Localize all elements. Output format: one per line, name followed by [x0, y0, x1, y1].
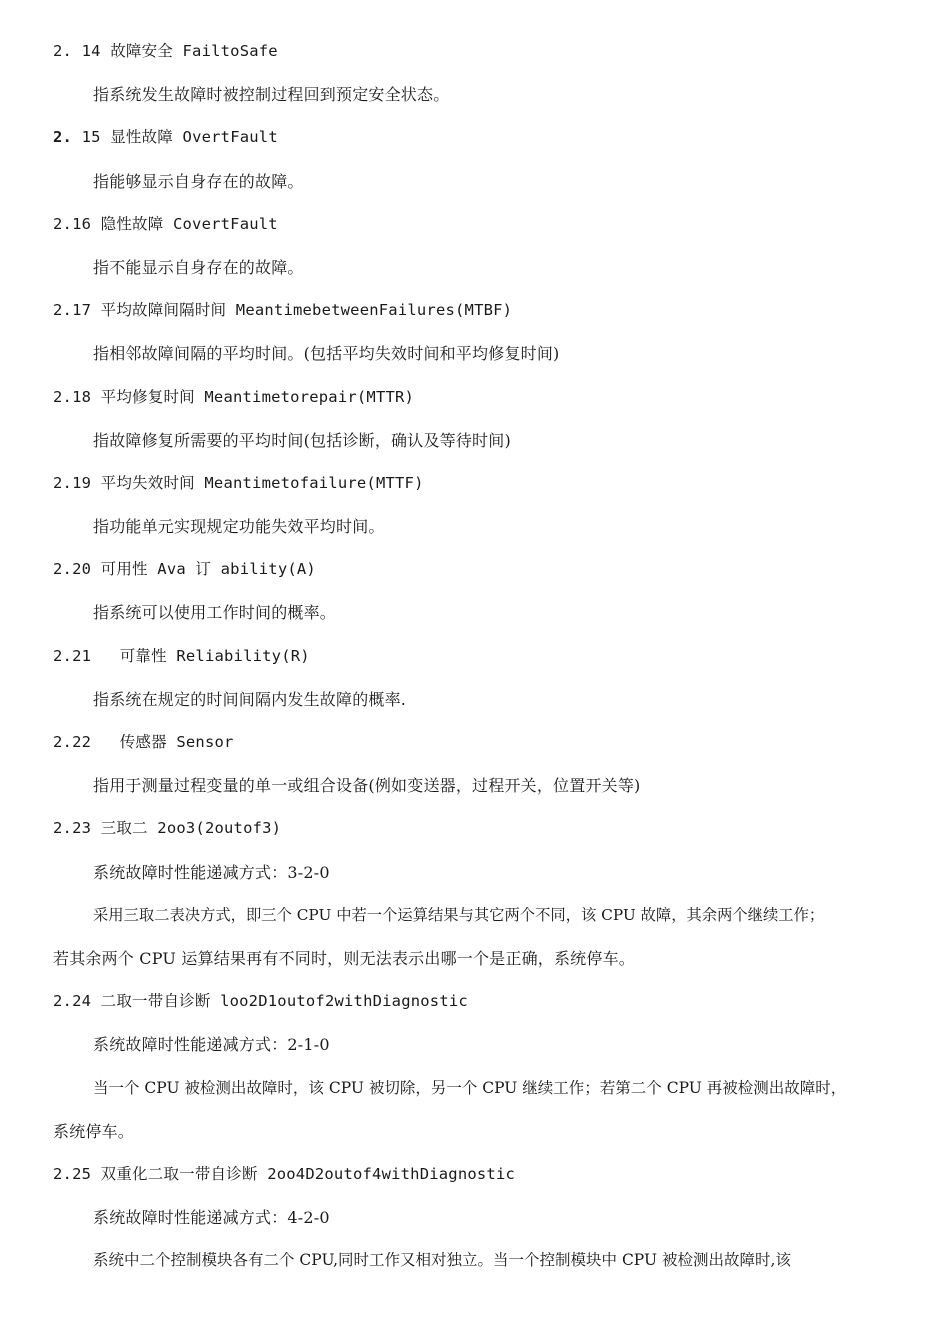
section-body-2-21: 指系统在规定的时间间隔内发生故障的概率.: [93, 689, 407, 709]
section-body-2-22: 指用于测量过程变量的单一或组合设备(例如变送器，过程开关，位置开关等): [93, 776, 641, 796]
section-body-2-20: 指系统可以使用工作时间的概率。: [93, 603, 337, 623]
section-body-2-25-mode: 系统故障时性能递减方式：4-2-0: [93, 1208, 330, 1228]
section-heading-2-18: 2.18 平均修复时间 Meantimetorepair(MTTR): [53, 387, 415, 406]
section-number-bold: 2.: [53, 128, 73, 147]
section-heading-2-14: 2. 14 故障安全 FailtoSafe: [53, 42, 278, 60]
section-body-2-14: 指系统发生故障时被控制过程回到预定安全状态。: [93, 85, 450, 105]
section-body-2-24-desc-cont: 系统停车。: [53, 1121, 135, 1141]
section-heading-text: 15 显性故障 OvertFault: [72, 128, 278, 147]
section-body-2-23-desc: 采用三取二表决方式，即三个 CPU 中若一个运算结果与其它两个不同，该 CPU 故障，其余两个继续工作；: [93, 905, 825, 924]
section-heading-2-15: [53, 116, 920, 159]
section-body-2-23-mode: 系统故障时性能递减方式：3-2-0: [93, 862, 330, 882]
section-body-2-15: 指能够显示自身存在的故障。: [93, 171, 304, 191]
section-body-2-24-desc: 当一个 CPU 被检测出故障时，该 CPU 被切除，另一个 CPU 继续工作；若第二个 CPU 再被检测出故障时，: [93, 1078, 847, 1097]
section-body-2-23-desc-cont: 若其余两个 CPU 运算结果再有不同时，则无法表示出哪一个是正确，系统停车。: [53, 948, 635, 968]
section-heading-2-16: 2.16 隐性故障 CovertFault: [53, 214, 278, 233]
section-heading-2-24: 2.24 二取一带自诊断 loo2D1outof2withDiagnostic: [53, 992, 468, 1011]
section-heading-2-17: 2.17 平均故障间隔时间 MeantimebetweenFailures(MTBF): [53, 301, 513, 320]
section-heading-2-23: 2.23 三取二 2oo3(2outof3): [53, 819, 282, 838]
section-body-2-25-desc: 系统中二个控制模块各有二个 CPU,同时工作又相对独立。当一个控制模块中 CPU 被检测出故障时,该: [93, 1251, 791, 1270]
section-heading-2-22: 2.22 传感器 Sensor: [53, 733, 234, 751]
section-body-2-17: 指相邻故障间隔的平均时间。(包括平均失效时间和平均修复时间): [93, 344, 560, 364]
section-body-2-18: 指故障修复所需要的平均时间(包括诊断，确认及等待时间): [93, 430, 511, 450]
section-heading-2-20: 2.20 可用性 Ava 订 ability(A): [53, 560, 316, 579]
section-heading-2-25: 2.25 双重化二取一带自诊断 2oo4D2outof4withDiagnostic: [53, 1164, 516, 1183]
section-heading-2-21: 2.21 可靠性 Reliability(R): [53, 646, 310, 665]
section-body-2-24-mode: 系统故障时性能递减方式：2-1-0: [93, 1035, 330, 1055]
section-body-2-16: 指不能显示自身存在的故障。: [93, 257, 304, 277]
section-body-2-19: 指功能单元实现规定功能失效平均时间。: [93, 517, 385, 537]
section-heading-2-19: 2.19 平均失效时间 Meantimetofailure(MTTF): [53, 473, 424, 492]
